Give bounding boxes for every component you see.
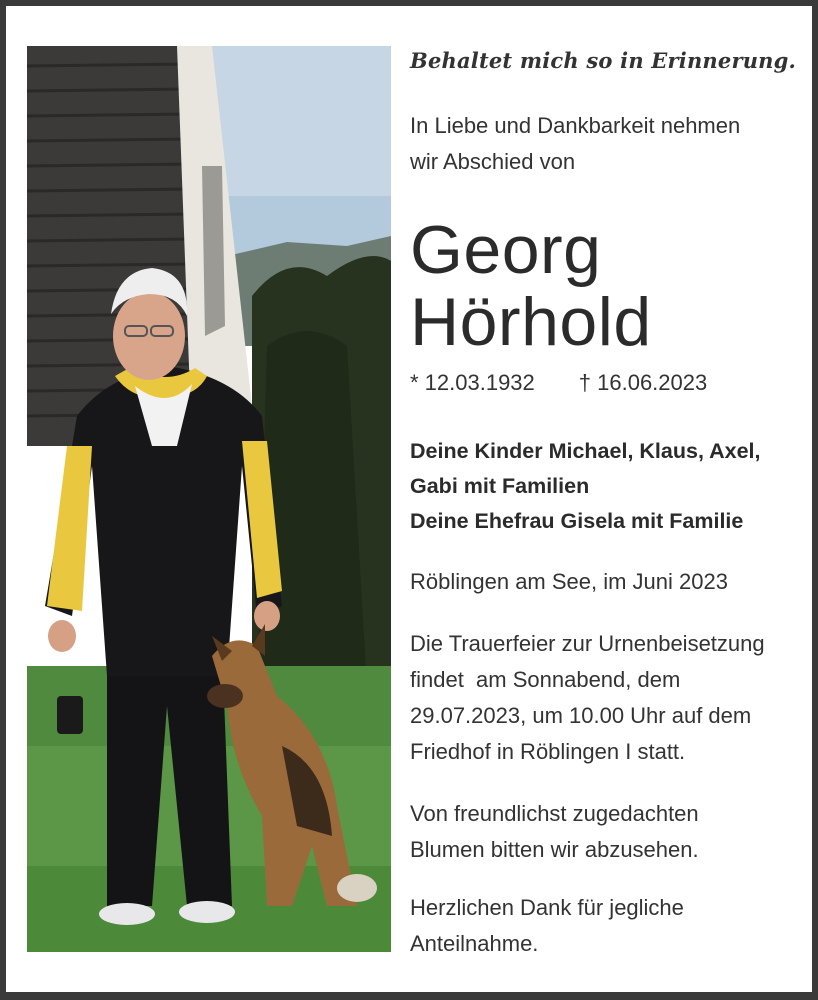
man-with-dog-image	[27, 46, 391, 952]
motto: Behaltet mich so in Erinnerung.	[410, 48, 797, 73]
mourner-line: Deine Ehefrau Gisela mit Familie	[410, 509, 744, 533]
life-dates	[410, 370, 707, 396]
intro-line: wir Abschied von	[410, 149, 576, 174]
portrait-photo	[27, 46, 391, 952]
mourner-line: Deine Kinder Michael, Klaus, Axel,	[410, 439, 761, 463]
ceremony-line: 29.07.2023, um 10.00 Uhr auf dem	[410, 703, 752, 728]
mourners	[410, 434, 760, 539]
first-name: Georg	[410, 212, 602, 288]
mourner-line: Gabi mit Familien	[410, 474, 590, 498]
intro-text	[410, 108, 740, 180]
flowers-line: Blumen bitten wir abzusehen.	[410, 837, 699, 862]
thanks-line: Anteilnahme.	[410, 931, 539, 956]
ceremony-notice	[410, 626, 765, 770]
flowers-notice	[410, 796, 699, 868]
flowers-line: Von freundlichst zugedachten	[410, 801, 699, 826]
place-date: Röblingen am See, im Juni 2023	[410, 569, 728, 594]
last-name: Hörhold	[410, 284, 652, 360]
ceremony-line: Die Trauerfeier zur Urnenbeisetzung	[410, 631, 765, 656]
birth-date: * 12.03.1932	[410, 370, 535, 395]
thanks-line: Herzlichen Dank für jegliche	[410, 895, 684, 920]
obituary-card	[6, 6, 812, 992]
deceased-name	[410, 214, 652, 358]
intro-line: In Liebe und Dankbarkeit nehmen	[410, 113, 741, 138]
thanks-notice	[410, 890, 684, 962]
death-date: † 16.06.2023	[578, 370, 708, 395]
ceremony-line: Friedhof in Röblingen I statt.	[410, 739, 686, 764]
ceremony-line: findet am Sonnabend, dem	[410, 667, 681, 692]
